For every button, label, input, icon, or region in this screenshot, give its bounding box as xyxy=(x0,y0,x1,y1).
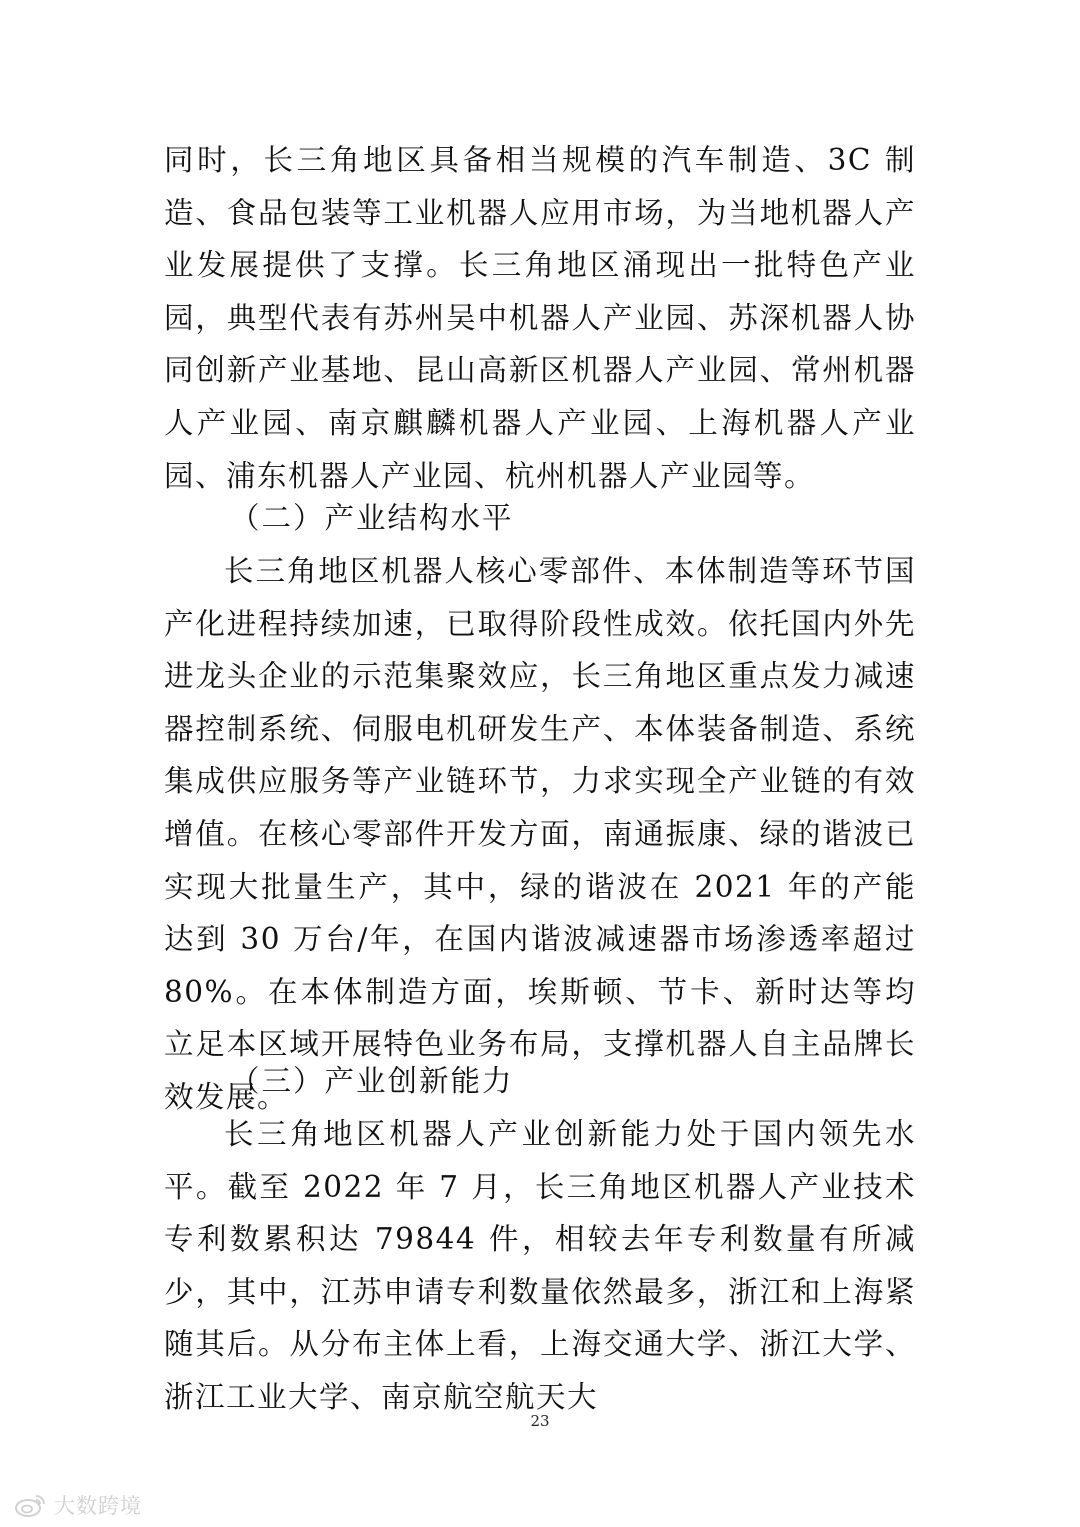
page-number: 23 xyxy=(530,1412,550,1430)
paragraph-innovation-capacity: 长三角地区机器人产业创新能力处于国内领先水平。截至 2022 年 7 月，长三角地区机器人产业技术专利数累积达 79844 件，相较去年专利数量有所减少，其中，江苏申请专利数量依然最多，浙江和上海紧随其后。从分布主体上看，上海交通大学、浙江大学、浙江工业大学、南京航空航天大 xyxy=(164,1117,916,1414)
section-heading-innovation-capacity: （三）产业创新能力 xyxy=(230,1064,514,1098)
watermark xyxy=(14,1490,142,1520)
section-heading-industrial-structure: （二）产业结构水平 xyxy=(230,501,514,535)
paragraph-industrial-parks: 同时，长三角地区具备相当规模的汽车制造、3C 制造、食品包装等工业机器人应用市场，为当地机器人产业发展提供了支撑。长三角地区涌现出一批特色产业园，典型代表有苏州吴中机器人产业园、苏深机器人协同创新产业基地、昆山高新区机器人产业园、常州机器人产业园、南京麒麟机器人产业园、上海机器人产业园、浦东机器人产业园、杭州机器人产业园等。 xyxy=(164,143,916,493)
weibo-logo-icon xyxy=(14,1491,48,1519)
watermark-text: 大数跨境 xyxy=(54,1494,142,1518)
paragraph-industrial-structure: 长三角地区机器人核心零部件、本体制造等环节国产化进程持续加速，已取得阶段性成效。依托国内外先进龙头企业的示范集聚效应，长三角地区重点发力减速器控制系统、伺服电机研发生产、本体装备制造、系统集成供应服务等产业链环节，力求实现全产业链的有效增值。在核心零部件开发方面，南通振康、绿的谐波已实现大批量生产，其中，绿的谐波在 2021 年的产能达到 30 万台/年，在国内谐波减速器市场渗透率超过 80%。在本体制造方面，埃斯顿、节卡、新时达等均立足本区域开展特色业务布局，支撑机器人自主品牌长效发展。 xyxy=(164,554,916,1114)
